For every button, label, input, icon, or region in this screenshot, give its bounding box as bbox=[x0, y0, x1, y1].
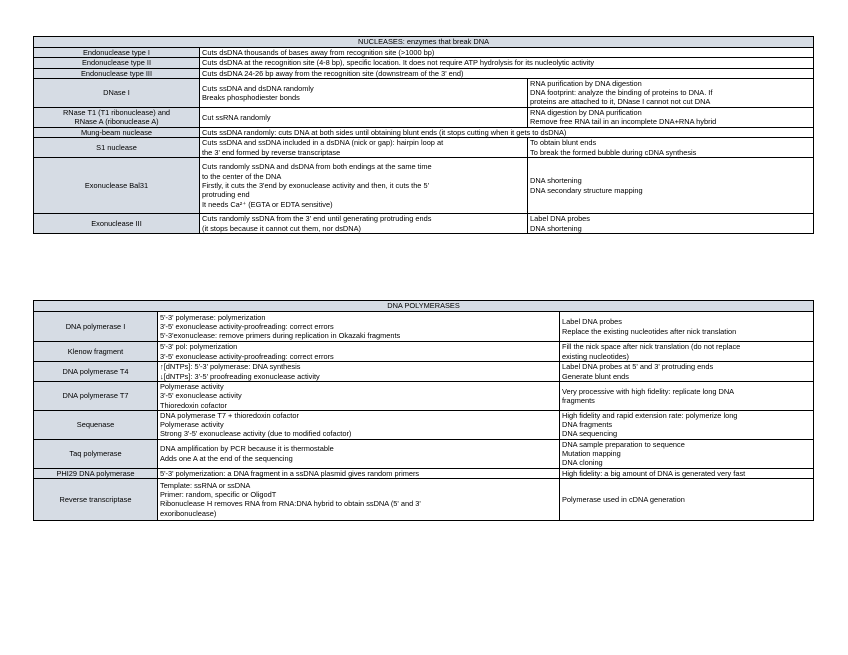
enzyme-name bbox=[34, 468, 158, 478]
enzyme-description-line: 5'-3' pol: polymerization bbox=[160, 342, 238, 352]
enzyme-name-line: Endonuclease type II bbox=[81, 58, 152, 68]
enzyme-application-line: Replace the existing nucleotides after nick translation bbox=[562, 326, 737, 336]
enzyme-application-line: fragments bbox=[562, 395, 595, 405]
table-row bbox=[34, 158, 814, 214]
table-row bbox=[34, 78, 814, 107]
enzyme-application bbox=[528, 138, 814, 158]
enzyme-application-line: DNA shortening bbox=[530, 176, 582, 186]
enzyme-name-line: RNase A (ribonuclease A) bbox=[74, 117, 159, 127]
enzyme-name-line: DNase I bbox=[103, 88, 130, 98]
polymerases-title-row bbox=[34, 301, 814, 312]
enzyme-application bbox=[560, 439, 814, 468]
enzyme-application bbox=[560, 478, 814, 520]
table-row bbox=[34, 48, 814, 58]
enzyme-description-line: 3'-5' exonuclease activity bbox=[160, 391, 242, 401]
enzyme-description-line: 5'-3'exonuclease: remove primers during replication in Okazaki fragments bbox=[160, 331, 401, 341]
nucleases-title: NUCLEASES: enzymes that break DNA bbox=[34, 37, 814, 48]
enzyme-description-line: Cuts ssDNA and ssDNA included in a dsDNA (nick or gap): hairpin loop at bbox=[202, 138, 444, 148]
enzyme-description-line: Cuts dsDNA at the recognition site (4-8 bp), specific location. It does not require ATP hydrolysis for its nucleolytic activity bbox=[202, 58, 595, 68]
enzyme-application bbox=[528, 107, 814, 127]
enzyme-name-line: Sequenase bbox=[76, 420, 115, 430]
enzyme-name bbox=[34, 342, 158, 362]
enzyme-description bbox=[158, 439, 560, 468]
enzyme-description-line: 5'-3' polymerase: polymerization bbox=[160, 312, 266, 322]
enzyme-name-line: S1 nuclease bbox=[96, 142, 137, 152]
table-row bbox=[34, 107, 814, 127]
enzyme-description bbox=[200, 138, 528, 158]
enzyme-description bbox=[200, 68, 814, 78]
enzyme-name-line: Endonuclease type III bbox=[80, 68, 153, 78]
enzyme-description-line: Firstly, it cuts the 3'end by exonuclease activity and then, it cuts the 5' bbox=[202, 180, 429, 190]
table-row bbox=[34, 342, 814, 362]
enzyme-description bbox=[200, 158, 528, 214]
enzyme-description-line: (it stops because it cannot cut them, nor dsDNA) bbox=[202, 223, 361, 233]
enzyme-name bbox=[34, 127, 200, 137]
table-row bbox=[34, 58, 814, 68]
enzyme-name bbox=[34, 410, 158, 439]
table-row bbox=[34, 362, 814, 382]
enzyme-application bbox=[528, 158, 814, 214]
nucleases-title-row bbox=[34, 37, 814, 48]
enzyme-description bbox=[200, 214, 528, 234]
enzyme-description bbox=[200, 48, 814, 58]
enzyme-description-line: DNA polymerase T7 + thioredoxin cofactor bbox=[160, 410, 299, 420]
enzyme-description-line: It needs Ca²⁺ (EGTA or EDTA sensitive) bbox=[202, 199, 333, 209]
enzyme-description-line: Thioredoxin cofactor bbox=[160, 400, 227, 410]
enzyme-name bbox=[34, 68, 200, 78]
enzyme-name bbox=[34, 48, 200, 58]
enzyme-application bbox=[560, 362, 814, 382]
enzyme-description-line: to the center of the DNA bbox=[202, 171, 282, 181]
enzyme-description bbox=[200, 78, 528, 107]
enzyme-description-line: Cuts dsDNA thousands of bases away from recognition site (>1000 bp) bbox=[202, 48, 435, 57]
enzyme-description bbox=[200, 58, 814, 68]
enzyme-description-line: Breaks phosphodiester bonds bbox=[202, 92, 300, 102]
enzyme-description-line: 5'-3' polymerization: a DNA fragment in a ssDNA plasmid gives random primers bbox=[160, 468, 420, 478]
enzyme-application-line: proteins are attached to it, DNase I cannot not cut DNA bbox=[530, 97, 711, 107]
polymerases-table bbox=[33, 300, 814, 521]
enzyme-description bbox=[158, 342, 560, 362]
enzyme-description-line: Cuts ssDNA randomly: cuts DNA at both sides until obtaining blunt ends (it stops cutting when it gets to dsDNA) bbox=[202, 127, 567, 137]
enzyme-description bbox=[158, 468, 560, 478]
enzyme-name-line: RNase T1 (T1 ribonuclease) and bbox=[62, 107, 171, 117]
enzyme-name bbox=[34, 478, 158, 520]
enzyme-name-line: Klenow fragment bbox=[67, 346, 124, 356]
enzyme-name-line: DNA polymerase T4 bbox=[62, 366, 129, 376]
enzyme-application bbox=[560, 382, 814, 411]
enzyme-description bbox=[200, 127, 814, 137]
enzyme-application-line: To obtain blunt ends bbox=[530, 138, 597, 148]
enzyme-application-line: DNA secondary structure mapping bbox=[530, 185, 643, 195]
nucleases-table bbox=[33, 36, 814, 234]
enzyme-description bbox=[158, 410, 560, 439]
enzyme-application-line: DNA sample preparation to sequence bbox=[562, 439, 685, 449]
enzyme-application-line: High fidelity: a big amount of DNA is generated very fast bbox=[562, 468, 746, 478]
table-row bbox=[34, 439, 814, 468]
enzyme-description bbox=[158, 312, 560, 342]
enzyme-application-line: RNA digestion by DNA purification bbox=[530, 107, 642, 117]
enzyme-description-line: Cuts randomly ssDNA and dsDNA from both endings at the same time bbox=[202, 162, 432, 172]
enzyme-application-line: High fidelity and rapid extension rate: polymerize long bbox=[562, 410, 738, 420]
enzyme-description-line: Cuts dsDNA 24-26 bp away from the recognition site (downstream of the 3' end) bbox=[202, 68, 464, 78]
enzyme-name bbox=[34, 138, 200, 158]
enzyme-application-line: existing nucleotides) bbox=[562, 351, 629, 361]
table-row bbox=[34, 127, 814, 137]
enzyme-description-line: 3'-5' exonuclease activity-proofreading: correct errors bbox=[160, 351, 334, 361]
enzyme-application-line: Label DNA probes at 5' and 3' protruding ends bbox=[562, 362, 714, 372]
enzyme-description-line: Ribonuclease H removes RNA from RNA:DNA hybrid to obtain ssDNA (5' and 3' bbox=[160, 499, 421, 509]
enzyme-description-line: Cut ssRNA randomly bbox=[202, 112, 271, 122]
enzyme-application-line: Fill the nick space after nick translation (do not replace bbox=[562, 342, 741, 352]
enzyme-name-line: Reverse transcriptase bbox=[59, 494, 132, 504]
enzyme-description bbox=[200, 107, 528, 127]
enzyme-description-line: exoribonuclease) bbox=[160, 508, 217, 518]
enzyme-description-line: Polymerase activity bbox=[160, 420, 224, 430]
enzyme-application-line: Very processive with high fidelity: replicate long DNA bbox=[562, 386, 735, 396]
table-row bbox=[34, 312, 814, 342]
enzyme-application-line: DNA footprint: analyze the binding of proteins to DNA. If bbox=[530, 88, 713, 98]
enzyme-description bbox=[158, 478, 560, 520]
enzyme-application-line: DNA cloning bbox=[562, 458, 603, 468]
enzyme-description-line: Strong 3'-5' exonuclease activity (due to modified cofactor) bbox=[160, 429, 352, 439]
enzyme-name bbox=[34, 382, 158, 411]
enzyme-description-line: ↑[dNTPs]: 5'-3' polymerase: DNA synthesis bbox=[160, 362, 301, 372]
enzyme-description-line: Cuts ssDNA and dsDNA randomly bbox=[202, 83, 314, 93]
enzyme-description-line: 3'-5' exonuclease activity-proofreading: correct errors bbox=[160, 321, 334, 331]
enzyme-name bbox=[34, 78, 200, 107]
enzyme-name-line: Exonuclease III bbox=[91, 218, 142, 228]
enzyme-application-line: Mutation mapping bbox=[562, 449, 621, 459]
enzyme-name bbox=[34, 362, 158, 382]
enzyme-application-line: Polymerase used in cDNA generation bbox=[562, 494, 685, 504]
enzyme-description-line: Polymerase activity bbox=[160, 382, 224, 391]
enzyme-name bbox=[34, 58, 200, 68]
enzyme-application bbox=[528, 78, 814, 107]
enzyme-name-line: Exonuclease Bal31 bbox=[84, 180, 149, 190]
enzyme-application-line: To break the formed bubble during cDNA synthesis bbox=[530, 147, 697, 157]
enzyme-description bbox=[158, 362, 560, 382]
enzyme-name-line: Endonuclease type I bbox=[83, 48, 150, 57]
enzyme-description-line: Template: ssRNA or ssDNA bbox=[160, 480, 251, 490]
enzyme-name bbox=[34, 107, 200, 127]
enzyme-application-line: DNA fragments bbox=[562, 420, 613, 430]
enzyme-application-line: RNA purification by DNA digestion bbox=[530, 78, 642, 88]
enzyme-name-line: DNA polymerase I bbox=[65, 321, 126, 331]
enzyme-description-line: the 3' end formed by reverse transcriptase bbox=[202, 147, 341, 157]
enzyme-description-line: Primer: random, specific or OligodT bbox=[160, 490, 277, 500]
enzyme-description-line: ↓[dNTPs]: 3'-5' proofreading exonuclease activity bbox=[160, 371, 320, 381]
enzyme-application-line: Label DNA probes bbox=[530, 214, 590, 224]
table-row bbox=[34, 68, 814, 78]
polymerases-title: DNA POLYMERASES bbox=[34, 301, 814, 312]
enzyme-name-line: Mung-beam nuclease bbox=[80, 127, 153, 137]
enzyme-name bbox=[34, 439, 158, 468]
enzyme-application-line: DNA shortening bbox=[530, 223, 582, 233]
table-row bbox=[34, 410, 814, 439]
table-row bbox=[34, 468, 814, 478]
enzyme-name bbox=[34, 312, 158, 342]
enzyme-name-line: PHI29 DNA polymerase bbox=[56, 468, 135, 478]
enzyme-application-line: DNA sequencing bbox=[562, 429, 618, 439]
enzyme-name bbox=[34, 214, 200, 234]
enzyme-application-line: Remove free RNA tail in an incomplete DNA+RNA hybrid bbox=[530, 117, 717, 127]
enzyme-application bbox=[528, 214, 814, 234]
enzyme-name bbox=[34, 158, 200, 214]
enzyme-application-line: Label DNA probes bbox=[562, 317, 622, 327]
enzyme-name-line: DNA polymerase T7 bbox=[62, 391, 129, 401]
enzyme-description-line: protruding end bbox=[202, 190, 250, 200]
enzyme-description-line: Cuts randomly ssDNA from the 3' end until generating protruding ends bbox=[202, 214, 432, 224]
enzyme-application bbox=[560, 312, 814, 342]
enzyme-application bbox=[560, 342, 814, 362]
enzyme-name-line: Taq polymerase bbox=[69, 449, 122, 459]
table-row bbox=[34, 382, 814, 411]
table-row bbox=[34, 214, 814, 234]
table-row bbox=[34, 138, 814, 158]
enzyme-application bbox=[560, 410, 814, 439]
enzyme-description-line: Adds one A at the end of the sequencing bbox=[160, 453, 293, 463]
enzyme-application bbox=[560, 468, 814, 478]
table-row bbox=[34, 478, 814, 520]
enzyme-description bbox=[158, 382, 560, 411]
enzyme-application-line: Generate blunt ends bbox=[562, 371, 629, 381]
enzyme-description-line: DNA amplification by PCR because it is thermostable bbox=[160, 444, 334, 454]
